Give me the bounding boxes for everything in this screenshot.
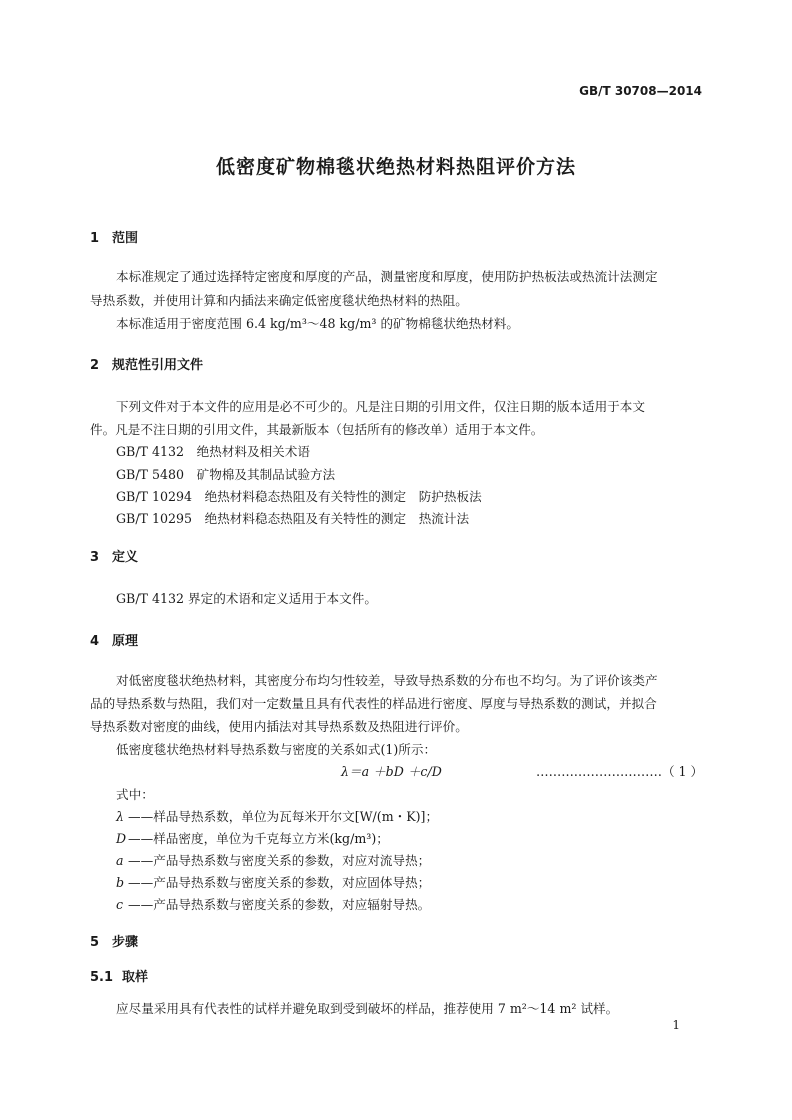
term-description: ——产品导热系数与密度关系的参数，对应对流导热； [128,853,431,868]
section-5-heading [90,931,138,950]
where-label: 式中： [116,787,154,802]
term-definition [116,828,389,847]
reference-item: GB/T 10294 绝热材料稳态热阻及有关特性的测定 防护热板法 [116,489,482,504]
reference-item: GB/T 4132 绝热材料及相关术语 [116,444,310,459]
section-number: 5 [90,935,100,950]
term-description: ——样品导热系数，单位为瓦每米开尔文[W/(m・K)]； [128,809,439,824]
section-2-heading [90,354,203,373]
section-number: 3 [90,550,100,565]
section-4-para-1-line-1: 对低密度毯状绝热材料，其密度分布均匀性较差，导致导热系数的分布也不均匀。为了评价该类产 [116,673,658,688]
section-4-para-2: 低密度毯状绝热材料导热系数与密度的关系如式(1)所示： [116,742,437,757]
term-symbol: a [116,853,124,868]
section-1-para-1-line-2: 导热系数，并使用计算和内插法来确定低密度毯状绝热材料的热阻。 [90,293,468,308]
section-title: 原理 [112,634,139,649]
term-symbol: λ [116,809,124,824]
section-1-para-1-line-1: 本标准规定了通过选择特定密度和厚度的产品，测量密度和厚度，使用防护热板法或热流计法测定 [116,269,658,284]
section-4-para-1-line-3: 导热系数对密度的曲线，使用内插法对其导热系数及热阻进行评价。 [90,719,468,734]
term-definition [116,872,430,891]
formula-number: …………………………（ 1 ） [536,764,704,779]
section-number: 4 [90,634,100,649]
term-definition [116,850,430,869]
section-number: 2 [90,358,100,373]
term-definition [116,806,438,825]
term-description: ——样品密度，单位为千克每立方米(kg/m³)； [128,831,389,846]
section-title: 范围 [112,231,139,246]
section-title: 定义 [112,550,139,565]
term-description: ——产品导热系数与密度关系的参数，对应固体导热； [128,875,431,890]
section-5-1-para-1: 应尽量采用具有代表性的试样并避免取到受到破坏的样品，推荐使用 7 m²～14 m² 试样。 [116,1001,619,1016]
section-1-heading [90,227,138,246]
subsection-5-1-heading [90,966,148,985]
document-title: 低密度矿物棉毯状绝热材料热阻评价方法 [215,156,576,178]
term-definition [116,894,430,913]
page-number: 1 [672,1018,680,1032]
section-2-para-1-line-2: 件。凡是不注日期的引用文件，其最新版本（包括所有的修改单）适用于本文件。 [90,422,544,437]
section-4-para-1-line-2: 品的导热系数与热阻，我们对一定数量且具有代表性的样品进行密度、厚度与导热系数的测试，并拟合 [90,696,657,711]
formula: λ＝a ＋bD ＋c/D [341,764,442,779]
section-number: 1 [90,231,100,246]
section-1-para-2: 本标准适用于密度范围 6.4 kg/m³～48 kg/m³ 的矿物棉毯状绝热材料。 [116,316,519,331]
term-symbol: b [116,875,125,890]
section-2-para-1-line-1: 下列文件对于本文件的应用是必不可少的。凡是注日期的引用文件，仅注日期的版本适用于本文 [116,399,645,414]
reference-item: GB/T 5480 矿物棉及其制品试验方法 [116,467,336,482]
term-symbol: D [116,831,127,846]
subsection-number: 5.1 [90,970,114,985]
term-description: ——产品导热系数与密度关系的参数，对应辐射导热。 [128,897,431,912]
section-3-para-1: GB/T 4132 界定的术语和定义适用于本文件。 [116,591,377,606]
section-title: 规范性引用文件 [112,358,204,373]
section-3-heading [90,546,138,565]
standard-code: GB/T 30708—2014 [579,84,702,98]
term-symbol: c [116,897,124,912]
section-4-heading [90,630,138,649]
subsection-title: 取样 [122,970,149,985]
section-title: 步骤 [112,935,139,950]
reference-item: GB/T 10295 绝热材料稳态热阻及有关特性的测定 热流计法 [116,511,470,526]
